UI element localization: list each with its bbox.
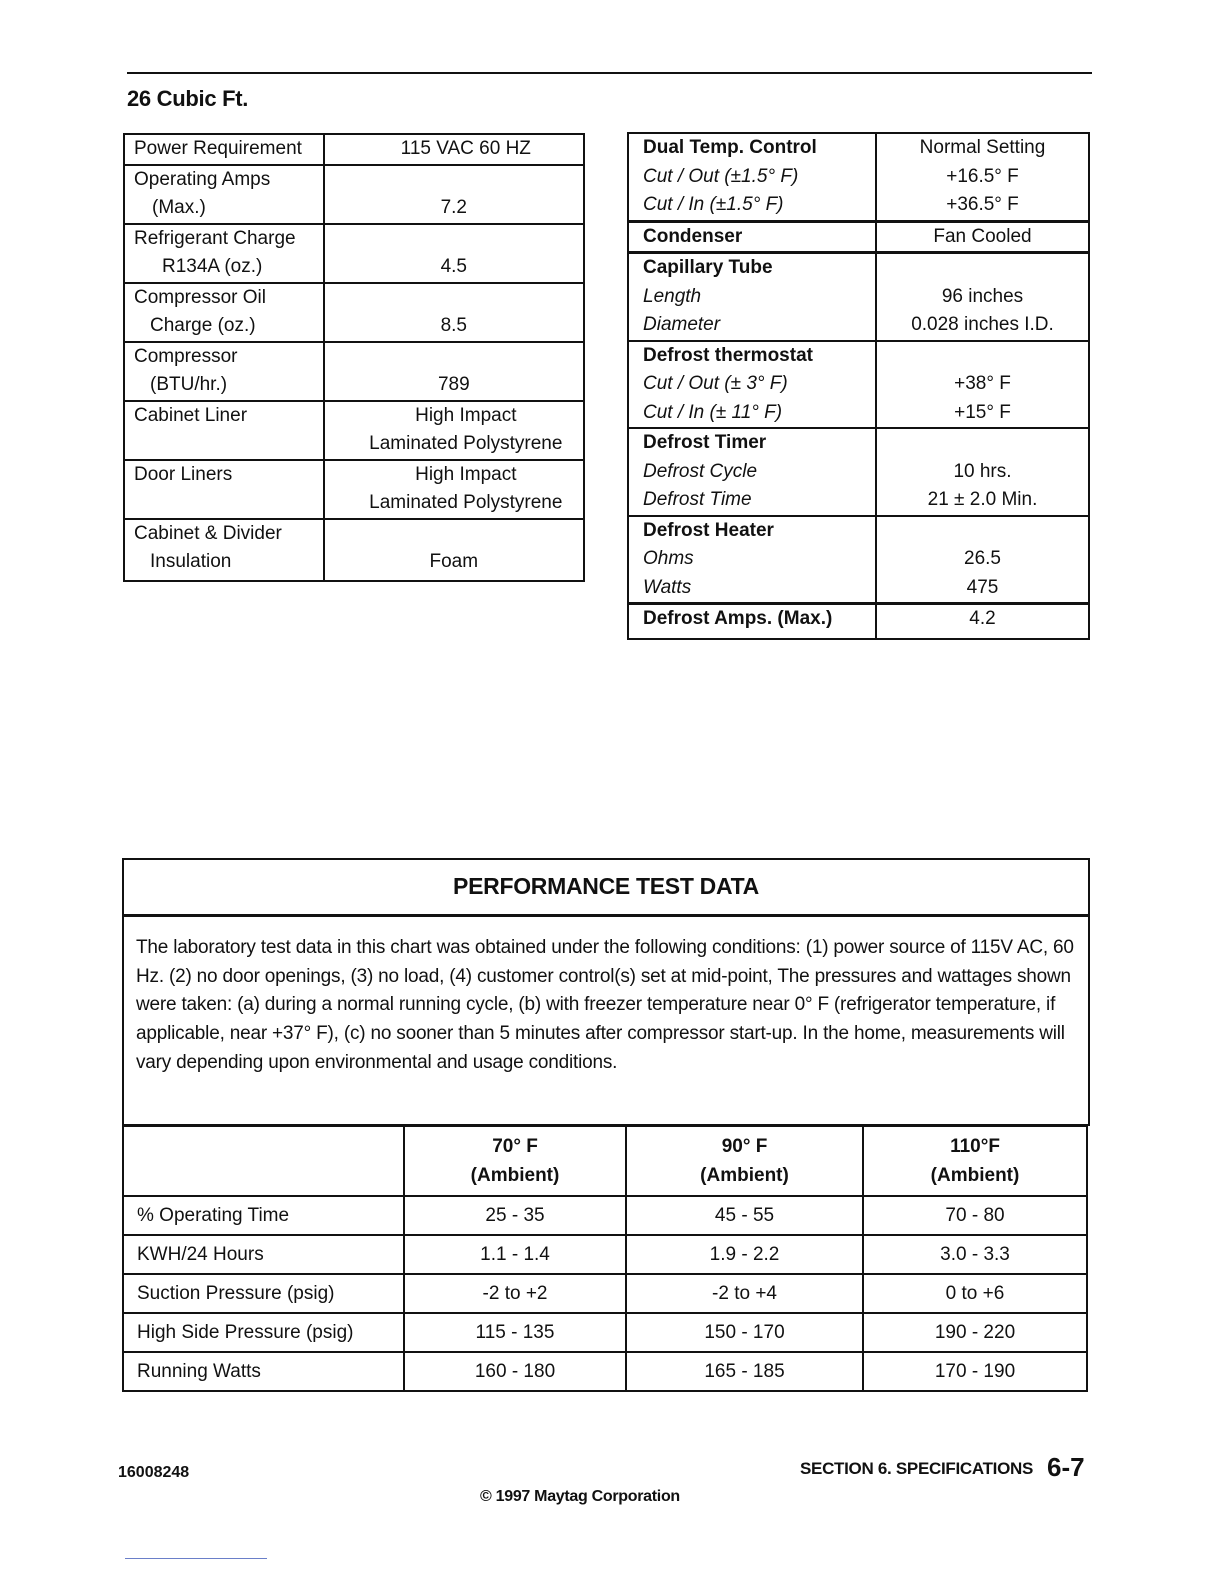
spec-label-line: Charge (oz.): [150, 315, 256, 336]
spec-label: Length: [628, 283, 876, 312]
spec-value: [876, 516, 1089, 546]
spec-label-line: Cabinet Liner: [134, 404, 248, 426]
spec-label-line: Power Requirement: [134, 138, 302, 159]
spec-value-line: 7.2: [440, 197, 467, 218]
row-value: -2 to +4: [626, 1274, 863, 1313]
spec-row: [124, 283, 584, 342]
page-title: 26 Cubic Ft.: [127, 86, 249, 111]
top-rule: [127, 72, 1092, 74]
table-header-row: [123, 1126, 1087, 1197]
spec-label-line: (BTU/hr.): [150, 374, 228, 395]
spec-label-line: Compressor Oil: [134, 286, 266, 308]
spec-row: [628, 486, 1089, 516]
performance-title: PERFORMANCE TEST DATA: [453, 873, 759, 899]
spec-label: [124, 401, 324, 460]
table-row: [123, 1352, 1087, 1391]
spec-label: [124, 283, 324, 342]
spec-row: [628, 399, 1089, 429]
row-value: 115 - 135: [404, 1313, 626, 1352]
spec-value: [324, 224, 584, 283]
spec-row: [628, 133, 1089, 163]
performance-table: [122, 1124, 1088, 1392]
header-sub: (Ambient): [930, 1165, 1020, 1186]
spec-row: [628, 370, 1089, 399]
spec-value-line: High Impact: [415, 404, 517, 426]
spec-row: [628, 574, 1089, 604]
spec-value-line: [325, 225, 583, 254]
row-value: 160 - 180: [404, 1352, 626, 1391]
row-label: High Side Pressure (psig): [123, 1313, 404, 1352]
spec-value: [324, 401, 584, 460]
spec-value: [876, 341, 1089, 371]
spec-value: +15° F: [954, 401, 1011, 423]
page-number: 6-7: [1047, 1452, 1085, 1482]
spec-value: Fan Cooled: [876, 221, 1089, 253]
spec-label-line: Operating Amps: [134, 168, 271, 190]
spec-label: Defrost Cycle: [628, 458, 876, 487]
spec-row: [124, 342, 584, 401]
row-value: -2 to +2: [404, 1274, 626, 1313]
spec-label: Ohms: [628, 545, 876, 574]
spec-value: [324, 165, 584, 224]
spec-label: Defrost Heater: [628, 516, 876, 546]
document-number: 16008248: [118, 1464, 190, 1481]
spec-label: [124, 224, 324, 283]
left-spec-table: [123, 133, 585, 582]
row-value: 170 - 190: [863, 1352, 1087, 1391]
spec-row: [124, 401, 584, 460]
row-value: 45 - 55: [626, 1196, 863, 1235]
row-value: 25 - 35: [404, 1196, 626, 1235]
spec-label-line: R134A (oz.): [162, 256, 263, 277]
row-value: 0 to +6: [863, 1274, 1087, 1313]
spec-value: Normal Setting: [919, 137, 1046, 158]
row-label: Suction Pressure (psig): [123, 1274, 404, 1313]
row-label: % Operating Time: [123, 1196, 404, 1235]
spec-label: Defrost Amps. (Max.): [628, 604, 876, 639]
row-value: 165 - 185: [626, 1352, 863, 1391]
header-blank-cell: [123, 1126, 404, 1197]
row-value: 3.0 - 3.3: [863, 1235, 1087, 1274]
row-label: Running Watts: [123, 1352, 404, 1391]
spec-row: [628, 604, 1089, 639]
spec-row: [628, 163, 1089, 192]
spec-label: Capillary Tube: [628, 253, 876, 283]
row-value: 1.1 - 1.4: [404, 1235, 626, 1274]
copyright: © 1997 Maytag Corporation: [480, 1488, 680, 1505]
header-cell: [863, 1126, 1087, 1197]
right-spec-table: [627, 132, 1090, 640]
spec-row: [628, 253, 1089, 283]
header-sub: (Ambient): [700, 1165, 789, 1186]
spec-value: 26.5: [964, 548, 1001, 569]
spec-row: [628, 311, 1089, 341]
spec-label: Watts: [628, 574, 876, 604]
link-underline: [125, 1558, 267, 1559]
table-row: [123, 1235, 1087, 1274]
spec-value: [324, 134, 584, 165]
spec-label: Defrost Timer: [628, 428, 876, 458]
header-temp: 110°F: [950, 1136, 1000, 1157]
spec-value-line: [325, 166, 583, 195]
spec-label: Cut / Out (± 3° F): [628, 370, 876, 399]
spec-value: +36.5° F: [946, 194, 1019, 215]
spec-label: Defrost Time: [628, 486, 876, 516]
spec-value-line: 789: [437, 374, 470, 395]
spec-label-line: (Max.): [152, 197, 206, 218]
spec-value: +38° F: [954, 373, 1011, 394]
spec-value: [324, 342, 584, 401]
spec-label: [124, 342, 324, 401]
table-row: [123, 1274, 1087, 1313]
spec-row: [124, 519, 584, 581]
spec-value-line: Laminated Polystyrene: [369, 492, 563, 513]
spec-label-line: Refrigerant Charge: [134, 227, 296, 249]
row-value: 1.9 - 2.2: [626, 1235, 863, 1274]
spec-label-line: Insulation: [150, 551, 232, 572]
spec-row: [628, 545, 1089, 574]
spec-value: [324, 519, 584, 581]
spec-label: Dual Temp. Control: [628, 133, 876, 163]
spec-value: 21 ± 2.0 Min.: [927, 489, 1038, 510]
spec-value-line: [325, 343, 583, 372]
spec-value: 10 hrs.: [953, 460, 1012, 482]
spec-row: [124, 134, 584, 165]
header-cell: [404, 1126, 626, 1197]
spec-label: Diameter: [628, 311, 876, 341]
spec-value-line: 115 VAC 60 HZ: [400, 138, 531, 159]
spec-value: 0.028 inches I.D.: [911, 314, 1054, 335]
spec-row: [124, 224, 584, 283]
spec-label: [124, 165, 324, 224]
spec-value-line: [325, 284, 583, 313]
spec-value: 96 inches: [941, 285, 1024, 307]
spec-value: 4.2: [876, 604, 1089, 639]
header-temp: 90° F: [721, 1136, 768, 1157]
spec-row: [124, 165, 584, 224]
spec-row: [124, 460, 584, 519]
spec-row: [628, 283, 1089, 312]
row-label: KWH/24 Hours: [123, 1235, 404, 1274]
spec-label-line: Door Liners: [134, 463, 233, 485]
header-sub: (Ambient): [470, 1165, 560, 1186]
spec-value-line: Laminated Polystyrene: [369, 433, 563, 454]
spec-label: Defrost thermostat: [628, 341, 876, 371]
table-row: [123, 1196, 1087, 1235]
header-temp: 70° F: [492, 1136, 538, 1157]
row-value: 150 - 170: [626, 1313, 863, 1352]
section-label: SECTION 6. SPECIFICATIONS: [800, 1459, 1034, 1478]
spec-row: [628, 221, 1089, 253]
spec-value-line: 4.5: [440, 256, 467, 277]
spec-label-line: Cabinet & Divider: [134, 522, 282, 544]
spec-value: [876, 428, 1089, 458]
spec-label: Cut / In (± 11° F): [628, 399, 876, 429]
spec-label: Cut / Out (±1.5° F): [628, 163, 876, 192]
spec-row: [628, 191, 1089, 221]
spec-label: Cut / In (±1.5° F): [628, 191, 876, 221]
spec-label: [124, 519, 324, 581]
header-cell: [626, 1126, 863, 1197]
spec-label: [124, 460, 324, 519]
performance-paragraph: The laboratory test data in this chart was obtained under the following conditions: (1) power source of 115V AC, 60 Hz. (2) no door openings, (3) no load, (4) customer control(s) set at mid-point, The pressures and wattages shown were taken: (a) during a normal running cycle, (b) with freezer temperature near 0° F (refrigerator temperature, if applicable, near +37° F), (c) no sooner than 5 minutes after compressor start-up. In the home, measurements will vary depending upon environmental and usage conditions.: [136, 937, 1074, 1073]
spec-value-line: Foam: [429, 551, 479, 572]
spec-value: +16.5° F: [946, 165, 1019, 187]
row-value: 70 - 80: [863, 1196, 1087, 1235]
spec-label: Condenser: [628, 221, 876, 253]
spec-label-line: Compressor: [134, 345, 238, 367]
spec-row: [628, 458, 1089, 487]
spec-value-line: 8.5: [440, 315, 467, 336]
spec-value-line: [325, 520, 583, 549]
performance-rule: [124, 914, 1088, 917]
spec-value: [324, 283, 584, 342]
spec-row: [628, 341, 1089, 371]
spec-row: [628, 428, 1089, 458]
spec-value: [324, 460, 584, 519]
spec-row: [628, 516, 1089, 546]
row-value: 190 - 220: [863, 1313, 1087, 1352]
table-row: [123, 1313, 1087, 1352]
spec-label: [124, 134, 324, 165]
spec-value: [876, 253, 1089, 283]
spec-value: 475: [966, 576, 999, 598]
spec-value-line: High Impact: [415, 463, 517, 485]
